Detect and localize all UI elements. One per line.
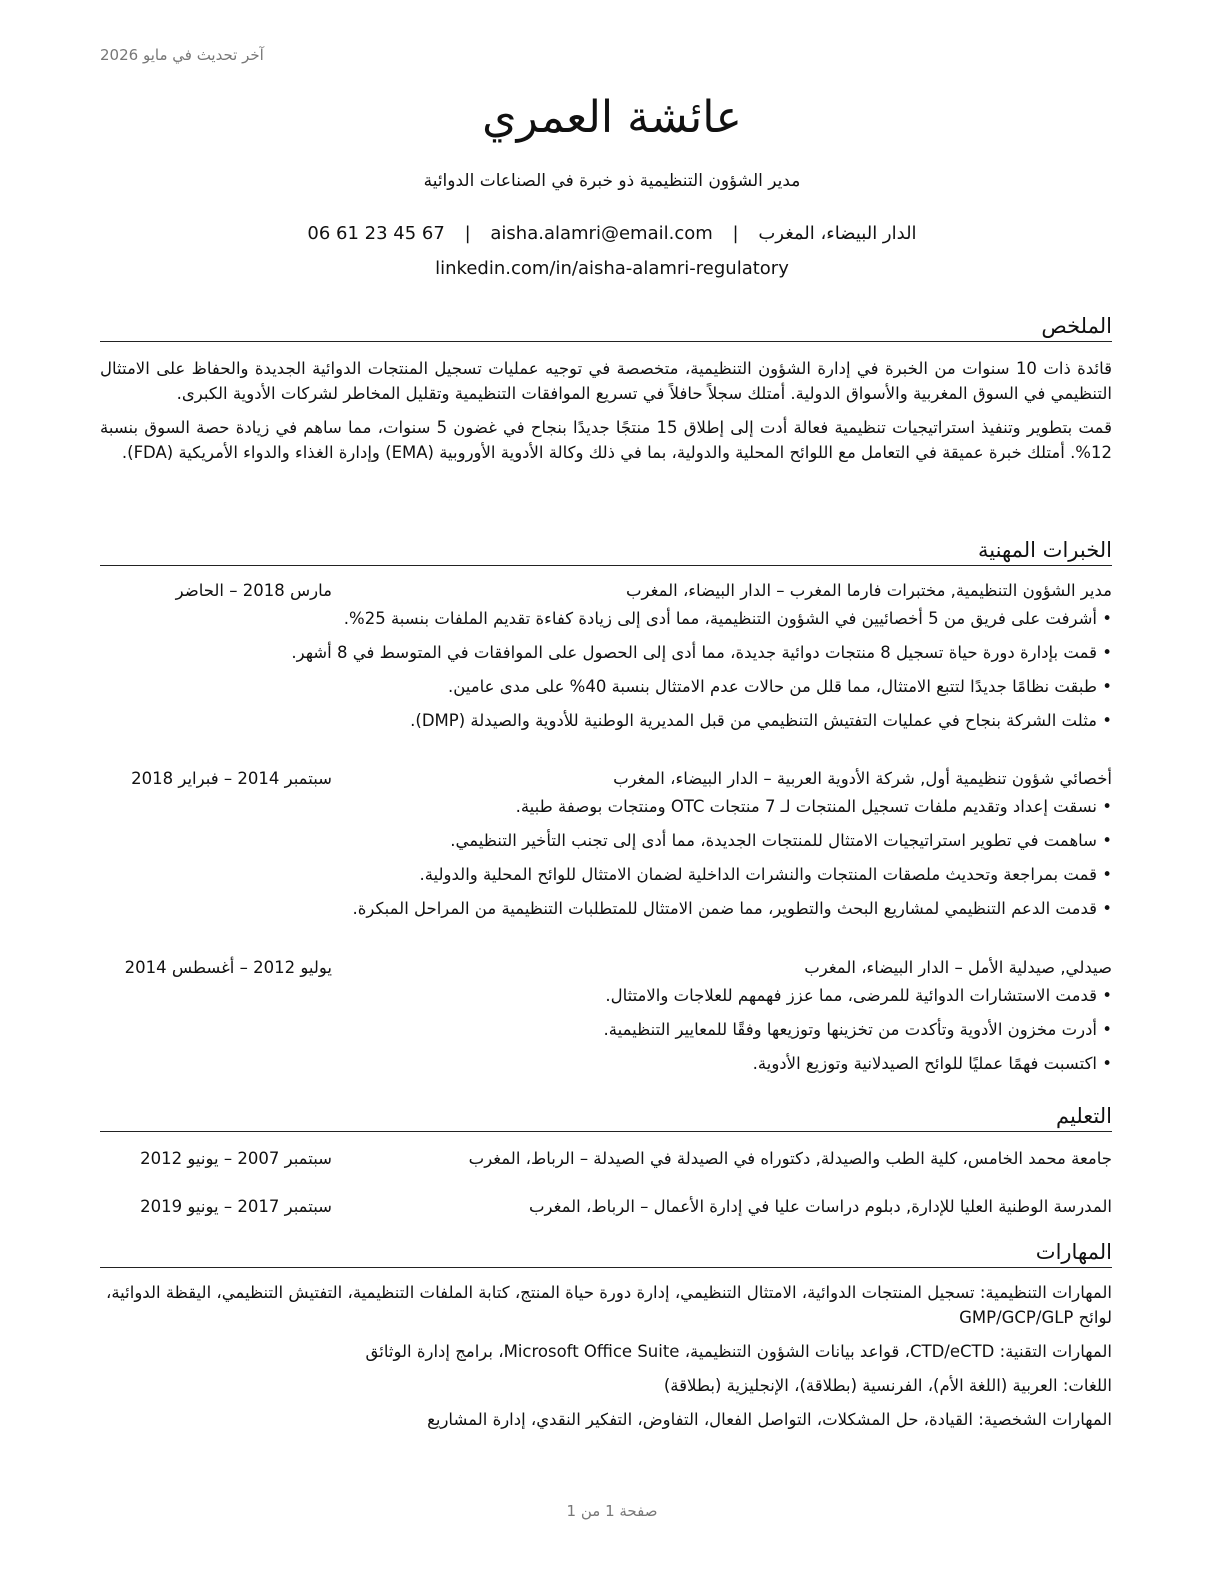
education-date: سبتمبر 2017 – يونيو 2019 [140, 1197, 332, 1216]
contact-location: الدار البيضاء، المغرب [758, 223, 917, 244]
candidate-name: عائشة العمري [482, 92, 742, 143]
job-entry [100, 955, 1112, 1081]
job-bullet: • نسقت إعداد وتقديم ملفات تسجيل المنتجات لـ 7 منتجات OTC ومنتجات بوصفة طبية. [100, 790, 1112, 824]
section-title-skills: المهارات [100, 1238, 1112, 1268]
job-bullet: • أشرفت على فريق من 5 أخصائيين في الشؤون التنظيمية، مما أدى إلى زيادة كفاءة تقديم الملفات بنسبة 25%. [100, 602, 1112, 636]
job-bullet: • قمت بإدارة دورة حياة تسجيل 8 منتجات دوائية جديدة، مما أدى إلى الحصول على الموافقات في المتوسط في 8 أشهر. [100, 636, 1112, 670]
job-bullet: • طبقت نظامًا جديدًا لتتبع الامتثال، مما قلل من حالات عدم الامتثال بنسبة 40% على مدى عامين. [100, 670, 1112, 704]
job-date: مارس 2018 – الحاضر [175, 581, 332, 600]
job-title: مدير الشؤون التنظيمية, مختبرات فارما المغرب – الدار البيضاء، المغرب [625, 581, 1112, 600]
job-bullet: • أدرت مخزون الأدوية وتأكدت من تخزينها وتوزيعها وفقًا للمعايير التنظيمية. [100, 1013, 1112, 1047]
contact-separator: | [732, 223, 739, 244]
summary-paragraph: قمت بتطوير وتنفيذ استراتيجيات تنظيمية فعالة أدت إلى إطلاق 15 منتجًا جديدًا بنجاح في غضون 5 سنوات، مما ساهم في زيادة حصة السوق بنسبة 12%. أمتلك خبرة عميقة في التعامل مع اللوائح المحلية والدولية، بما في ذلك وكالة الأدوية الأوروبية (EMA) وإدارة الغذاء والدواء الأمريكية (FDA). [100, 418, 1112, 462]
contact-linkedin[interactable]: linkedin.com/in/aisha-alamri-regulatory [435, 258, 789, 279]
job-bullet: • مثلت الشركة بنجاح في عمليات التفتيش التنظيمي من قبل المديرية الوطنية للأدوية والصيدلة (DMP). [100, 704, 1112, 738]
section-title-summary: الملخص [100, 312, 1112, 342]
education-section [100, 1102, 1112, 1132]
job-date: سبتمبر 2014 – فبراير 2018 [131, 769, 332, 788]
education-title: جامعة محمد الخامس، كلية الطب والصيدلة, دكتوراه في الصيدلة في الصيدلة – الرباط، المغرب [468, 1149, 1112, 1168]
job-bullet: • ساهمت في تطوير استراتيجيات الامتثال للمنتجات الجديدة، مما أدى إلى تجنب التأخير التنظيمي. [100, 824, 1112, 858]
education-entry [100, 1146, 1112, 1172]
education-title: المدرسة الوطنية العليا للإدارة, دبلوم دراسات عليا في إدارة الأعمال – الرباط، المغرب [529, 1197, 1112, 1216]
summary-section [100, 312, 1112, 465]
job-bullet: • قمت بمراجعة وتحديث ملصقات المنتجات والنشرات الداخلية لضمان الامتثال للوائح المحلية والدولية. [100, 858, 1112, 892]
job-entry [100, 578, 1112, 738]
skill-line: المهارات الشخصية: القيادة، حل المشكلات، التواصل الفعال، التفاوض، التفكير النقدي، إدارة المشاريع [427, 1410, 1112, 1429]
contact-email[interactable]: aisha.alamri@email.com [490, 223, 713, 244]
skills-section [100, 1238, 1112, 1441]
contact-phone: 06 61 23 45 67 [307, 223, 445, 244]
education-entry [100, 1194, 1112, 1220]
job-date: يوليو 2012 – أغسطس 2014 [124, 958, 332, 977]
section-title-experience: الخبرات المهنية [100, 536, 1112, 566]
job-bullet: • قدمت الاستشارات الدوائية للمرضى، مما عزز فهمهم للعلاجات والامتثال. [100, 979, 1112, 1013]
skill-line: المهارات التقنية: CTD/eCTD، قواعد بيانات الشؤون التنظيمية، Microsoft Office Suite، برامج إدارة الوثائق [365, 1342, 1112, 1361]
summary-paragraph: قائدة ذات 10 سنوات من الخبرة في إدارة الشؤون التنظيمية، متخصصة في توجيه عمليات تسجيل المنتجات الدوائية الجديدة والحفاظ على الامتثال التنظيمي في السوق المغربية والأسواق الدولية. أمتلك سجلاً حافلاً في تسريع الموافقات التنظيمية وتقليل المخاطر لشركات الأدوية الكبرى. [100, 359, 1112, 403]
candidate-subtitle: مدير الشؤون التنظيمية ذو خبرة في الصناعات الدوائية [423, 171, 801, 191]
job-bullet: • قدمت الدعم التنظيمي لمشاريع البحث والتطوير، مما ضمن الامتثال للمتطلبات التنظيمية من المراحل المبكرة. [100, 892, 1112, 926]
job-title: أخصائي شؤون تنظيمية أول, شركة الأدوية العربية – الدار البيضاء، المغرب [613, 769, 1112, 788]
contact-separator: | [464, 223, 471, 244]
skill-line: المهارات التنظيمية: تسجيل المنتجات الدوائية، الامتثال التنظيمي، إدارة دورة حياة المنتج، كتابة الملفات التنظيمية، التفتيش التنظيمي، اليقظة الدوائية، لوائح GMP/GCP/GLP [106, 1283, 1112, 1327]
last-updated: آخر تحديث في مايو 2026 [100, 46, 264, 64]
experience-section [100, 536, 1112, 566]
job-bullet: • اكتسبت فهمًا عمليًا للوائح الصيدلانية وتوزيع الأدوية. [100, 1047, 1112, 1081]
job-entry [100, 766, 1112, 926]
job-title: صيدلي, صيدلية الأمل – الدار البيضاء، المغرب [804, 958, 1112, 977]
skill-line: اللغات: العربية (اللغة الأم)، الفرنسية (بطلاقة)، الإنجليزية (بطلاقة) [663, 1376, 1112, 1395]
page-number: صفحة 1 من 1 [566, 1502, 658, 1520]
education-date: سبتمبر 2007 – يونيو 2012 [140, 1149, 332, 1168]
contact-line [0, 223, 1224, 244]
section-title-education: التعليم [100, 1102, 1112, 1132]
